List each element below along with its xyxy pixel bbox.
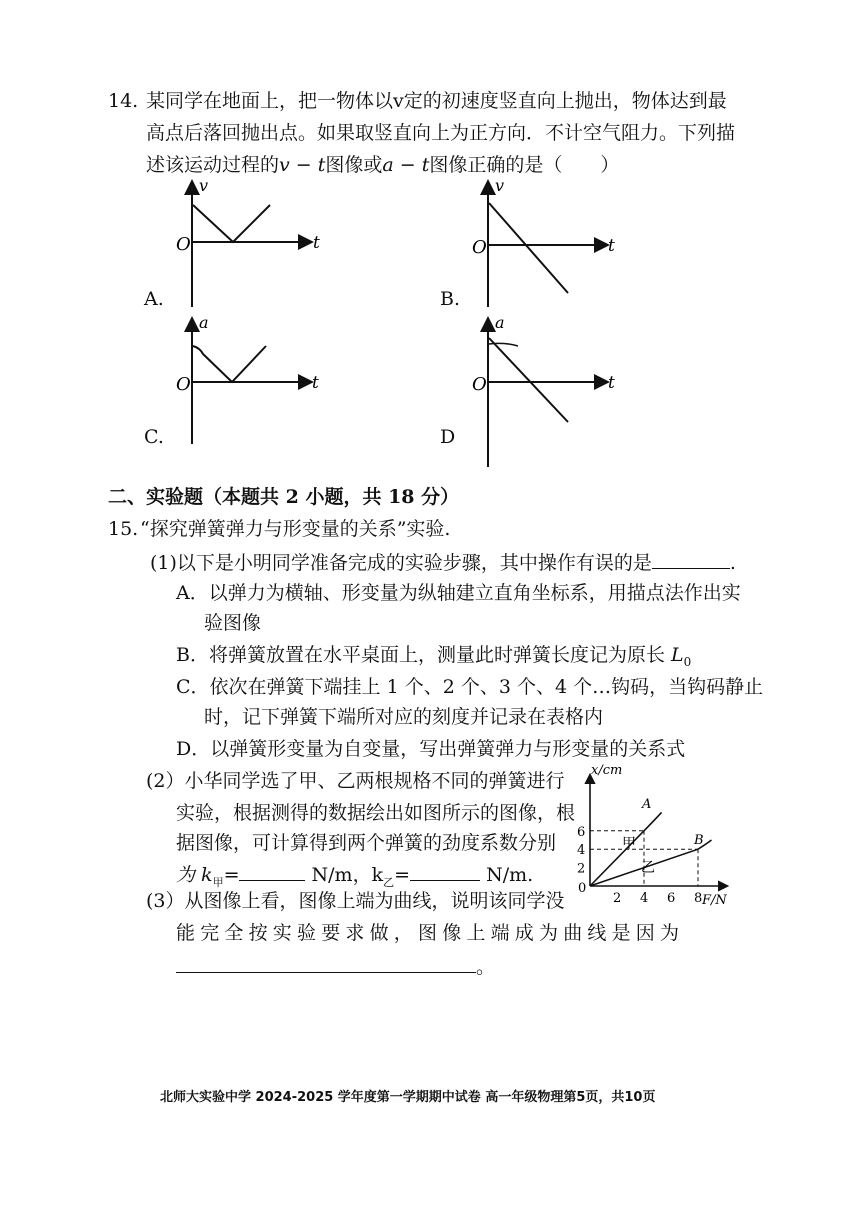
- q14-vt: v − t: [279, 154, 326, 176]
- k-yi-eq: =: [394, 864, 411, 886]
- q14-line3-a: 述该运动过程的: [146, 154, 280, 176]
- q15-option-d: D．以弹簧形变量为自变量，写出弹簧弹力与形变量的关系式: [176, 738, 686, 760]
- graph-d-ylabel: a: [495, 313, 505, 332]
- graph-a-xlabel: t: [313, 233, 320, 253]
- option-d-label: D: [440, 426, 456, 448]
- spring-chart-xlabel: F/N: [702, 893, 727, 908]
- graph-a-curve: [193, 205, 270, 242]
- graph-b-xlabel: t: [608, 236, 615, 256]
- unit-1: N/m，k: [311, 864, 384, 886]
- x-tick-label: 4: [640, 891, 649, 906]
- q15-option-b-sub: 0: [683, 654, 692, 669]
- q15-option-b-symbol: L: [671, 644, 684, 666]
- graph-b-ylabel: v: [495, 176, 505, 195]
- graph-b-origin: O: [472, 237, 487, 258]
- q14-number: 14.: [108, 90, 139, 112]
- graph-c-origin: O: [176, 374, 191, 395]
- q15-option-a-line1: A．以弹力为横轴、形变量为纵轴建立直角坐标系，用描点法作出实: [176, 582, 741, 604]
- k-yi-sub: 乙: [383, 875, 395, 889]
- graph-c: [140, 312, 340, 447]
- y-tick-label: 2: [577, 861, 586, 877]
- graph-a: [140, 175, 340, 310]
- graph-c-xlabel: t: [312, 373, 319, 393]
- q14-line1: 某同学在地面上，把一物体以v定的初速度竖直向上抛出，物体达到最: [146, 90, 727, 112]
- q15-option-b: [176, 646, 691, 668]
- graph-d-mark: [489, 343, 518, 346]
- answer-blank-k-yi[interactable]: [410, 864, 480, 881]
- page-footer: 北师大实验中学 2024-2025 学年度第一学期期中试卷 高一年级物理第5页，共10页: [160, 1090, 656, 1105]
- spring-chart-guides: [590, 831, 698, 886]
- q15-part3-end: 。: [476, 956, 496, 978]
- graph-c-ylabel: a: [199, 313, 209, 332]
- q15-part2-line2: 实验，根据测得的数据绘出如图所示的图像，根: [176, 802, 576, 824]
- graph-d-xlabel: t: [608, 373, 615, 393]
- q15-part3-line3: [176, 956, 495, 977]
- graph-d-origin: O: [472, 374, 487, 395]
- spring-chart: [560, 764, 740, 912]
- answer-blank-3[interactable]: [176, 956, 476, 973]
- q15-part1: [150, 552, 736, 573]
- q14-line3-c: 图像正确的是（ ）: [429, 154, 620, 176]
- k-jia-label: [176, 864, 224, 889]
- unit-2: N/m.: [486, 864, 534, 886]
- spring-point-b-label: B: [694, 833, 704, 848]
- spring-series-yi-label: 乙: [641, 860, 655, 876]
- option-c-label: C.: [144, 426, 164, 448]
- spring-series-jia-label: 甲: [622, 836, 636, 852]
- q15-part1-end: .: [729, 552, 736, 574]
- q15-option-c-line1: C．依次在弹簧下端挂上 1 个、2 个、3 个、4 个…钩码，当钩码静止: [176, 676, 764, 698]
- k-jia-eq: =: [223, 864, 240, 886]
- y-tick-label: 4: [577, 843, 586, 859]
- x-tick-label: 6: [667, 891, 676, 906]
- x-tick-label: 8: [694, 891, 703, 906]
- spring-chart-ticks: [577, 825, 702, 906]
- section-heading: 二、实验题（本题共 2 小题，共 18 分）: [108, 486, 460, 508]
- q15-part3-line2: 能完全按实验要求做，图像上端成为曲线是因为: [176, 922, 685, 944]
- y-tick-label: 6: [577, 824, 586, 840]
- graph-a-ylabel: v: [199, 176, 209, 195]
- option-b-label: B.: [440, 288, 461, 310]
- q15-option-a-line2: 验图像: [204, 612, 262, 634]
- graph-b: [436, 175, 636, 310]
- q15-part2-line4: [176, 864, 533, 888]
- spring-chart-ylabel: x/cm: [591, 764, 623, 778]
- q14-line3: [146, 156, 619, 175]
- q15-option-b-text: B．将弹簧放置在水平桌面上，测量此时弹簧长度记为原长: [176, 644, 665, 666]
- q14-at: a − t: [382, 154, 430, 176]
- graph-a-origin: O: [176, 234, 191, 255]
- spring-chart-origin: 0: [578, 881, 587, 896]
- graph-c-curve: [193, 346, 266, 382]
- k-jia-sub: 甲: [212, 875, 224, 889]
- q15-part1-stem: (1)以下是小明同学准备完成的实验步骤，其中操作有误的是: [150, 552, 652, 574]
- q15-part3-line1: (3）从图像上看，图像上端为曲线，说明该同学没: [146, 890, 565, 912]
- q14-line2: 高点后落回抛出点。如果取竖直向上为正方向．不计空气阻力。下列描: [146, 122, 736, 144]
- answer-blank-k-jia[interactable]: [239, 864, 305, 881]
- x-tick-label: 2: [613, 891, 622, 906]
- k-jia-symbol: 为 k: [176, 864, 213, 886]
- option-a-label: A.: [144, 288, 164, 310]
- answer-blank-1[interactable]: [652, 552, 730, 569]
- q15-title: “探究弹簧弹力与形变量的关系”实验.: [140, 518, 451, 540]
- graph-d: [436, 312, 636, 472]
- graph-b-line: [489, 203, 568, 293]
- q15-number: 15.: [108, 518, 139, 540]
- q15-part2-line1: (2）小华同学选了甲、乙两根规格不同的弹簧进行: [146, 770, 565, 792]
- spring-point-a-label: A: [642, 797, 652, 812]
- graph-d-line: [489, 338, 568, 422]
- q14-line3-b: 图像或: [325, 154, 383, 176]
- q15-part2-line3: 据图像，可计算得到两个弹簧的劲度系数分别: [176, 832, 557, 854]
- q15-option-c-line2: 时，记下弹簧下端所对应的刻度并记录在表格内: [204, 706, 604, 728]
